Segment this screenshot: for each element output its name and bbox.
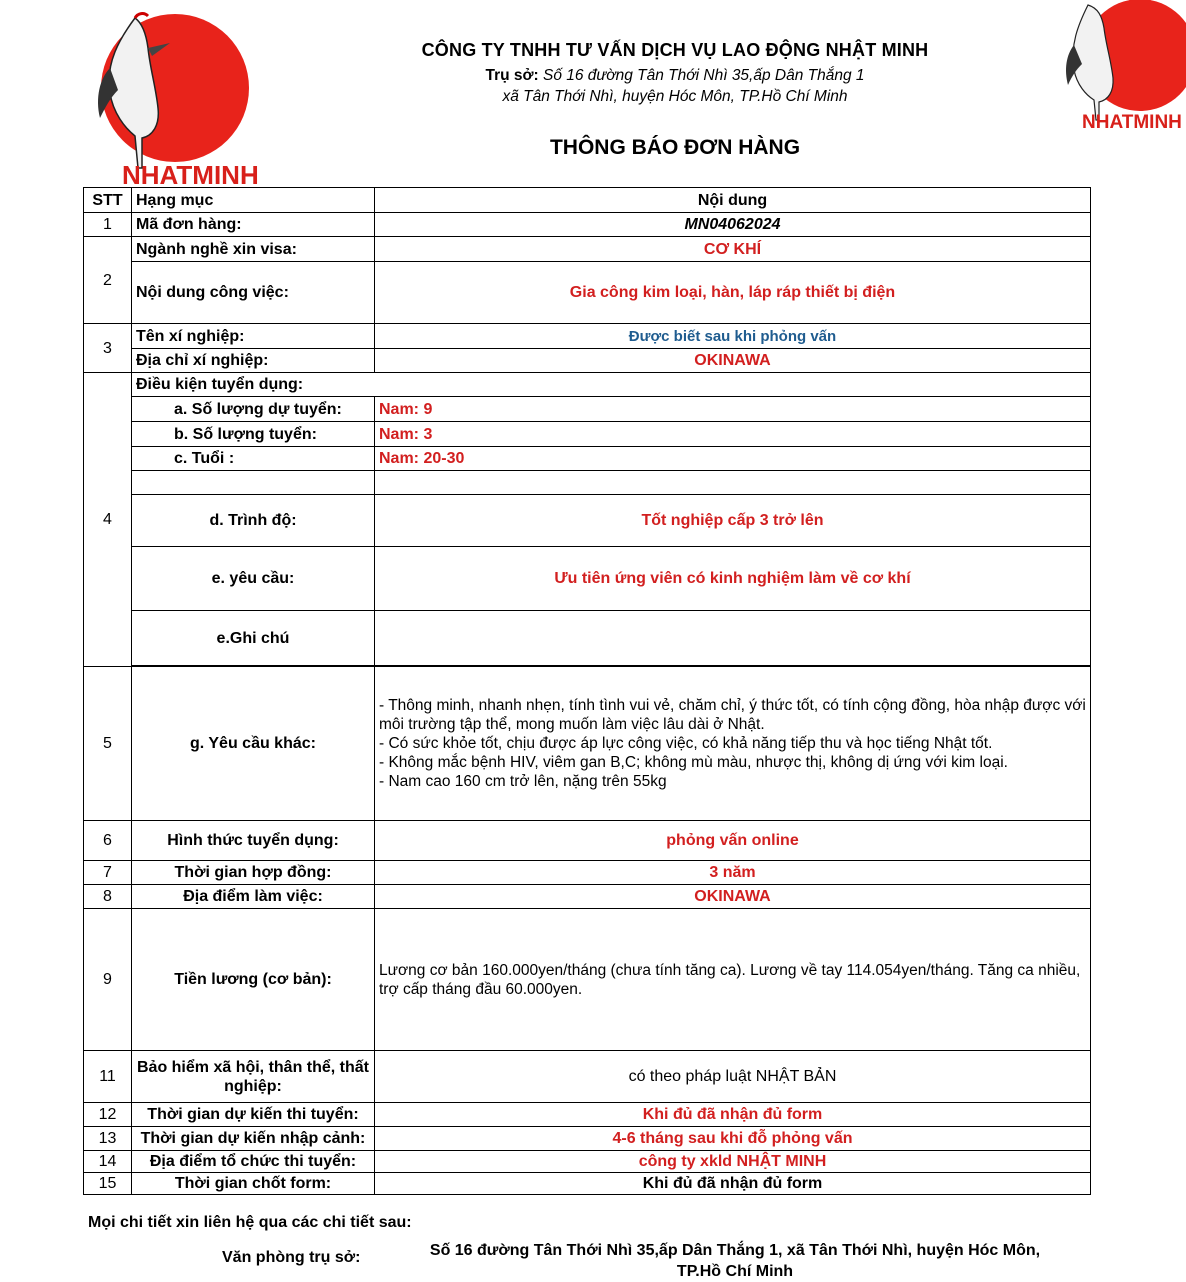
table-row (84, 1051, 1091, 1103)
table-row (84, 861, 1091, 885)
recruitment-conditions-heading: Điều kiện tuyển dụng: (132, 373, 1091, 397)
company-logo-left (80, 8, 260, 188)
table-row (84, 373, 1091, 397)
requirement-value: Ưu tiên ứng viên có kinh nghiệm làm về cơ khí (375, 547, 1091, 611)
hire-count: Nam: 3 (375, 422, 1091, 447)
row-number: 8 (84, 885, 132, 909)
row-label: Mã đơn hàng: (132, 213, 375, 237)
row-label: Hình thức tuyển dụng: (132, 821, 375, 861)
row-label: Nội dung công việc: (132, 262, 375, 324)
row-label: g. Yêu cầu khác: (132, 667, 375, 821)
row-label: Tiền lương (cơ bản): (132, 909, 375, 1051)
logo-text: NHATMINH (122, 160, 259, 188)
row-label: c. Tuổi : (132, 447, 375, 471)
table-row (84, 213, 1091, 237)
applicants-count: Nam: 9 (375, 397, 1091, 422)
row-label: b. Số lượng tuyển: (132, 422, 375, 447)
row-label: Thời gian dự kiến thi tuyển: (132, 1103, 375, 1127)
row-number: 5 (84, 667, 132, 821)
row-label: Ngành nghề xin visa: (132, 237, 375, 262)
row-label: Bảo hiểm xã hội, thân thể, thất nghiệp: (132, 1051, 375, 1103)
empty-cell (132, 471, 375, 495)
table-row (84, 667, 1091, 821)
company-address-value: OKINAWA (375, 349, 1091, 373)
row-label: Thời gian chốt form: (132, 1173, 375, 1195)
work-location: OKINAWA (375, 885, 1091, 909)
col-item-header: Hạng mục (132, 188, 375, 213)
empty-cell (375, 471, 1091, 495)
row-label: a. Số lượng dự tuyển: (132, 397, 375, 422)
contract-duration: 3 năm (375, 861, 1091, 885)
row-number: 15 (84, 1173, 132, 1195)
table-row (84, 422, 1091, 447)
age-range: Nam: 20-30 (375, 447, 1091, 471)
order-code: MN04062024 (375, 213, 1091, 237)
row-number: 14 (84, 1151, 132, 1173)
company-name-value: Được biết sau khi phỏng vấn (375, 324, 1091, 349)
row-label: Tên xí nghiệp: (132, 324, 375, 349)
exam-time: Khi đủ đã nhận đủ form (375, 1103, 1091, 1127)
document-title: THÔNG BÁO ĐƠN HÀNG (549, 136, 801, 159)
table-row (84, 262, 1091, 324)
table-row (84, 821, 1091, 861)
table-row (84, 885, 1091, 909)
company-address (300, 65, 1050, 107)
table-row (84, 1151, 1091, 1173)
row-number: 6 (84, 821, 132, 861)
address-label: Trụ sở: (485, 67, 539, 84)
letterhead (300, 40, 1050, 107)
table-row (84, 611, 1091, 666)
row-label: Địa điểm tổ chức thi tuyển: (132, 1151, 375, 1173)
row-label: Thời gian hợp đồng: (132, 861, 375, 885)
row-label: Thời gian dự kiến nhập cảnh: (132, 1127, 375, 1151)
visa-occupation: CƠ KHÍ (375, 237, 1091, 262)
requirement-line: - Không mắc bệnh HIV, viêm gan B,C; không mù màu, nhược thị, không dị ứng với kim loại. (379, 754, 1008, 771)
requirement-line: - Thông minh, nhanh nhẹn, tính tình vui vẻ, chăm chỉ, ý thức tốt, có tính cộng đồng, hòa nhập được với môi trường tập thể, mong muốn làm việc lâu dài ở Nhật. (379, 697, 1086, 733)
company-name: CÔNG TY TNHH TƯ VẤN DỊCH VỤ LAO ĐỘNG NHẬT MINH (421, 40, 929, 60)
table-row (84, 547, 1091, 611)
order-table (83, 187, 1091, 1195)
contact-heading: Mọi chi tiết xin liên hệ qua các chi tiết sau: (88, 1214, 412, 1231)
col-stt-header: STT (84, 188, 132, 213)
row-label: e. yêu cầu: (132, 547, 375, 611)
office-address (395, 1240, 1075, 1282)
other-requirements (375, 667, 1091, 821)
table-row (84, 397, 1091, 422)
insurance-value: có theo pháp luật NHẬT BẢN (375, 1051, 1091, 1103)
row-number: 2 (84, 237, 132, 324)
salary-value: Lương cơ bản 160.000yen/tháng (chưa tính tăng ca). Lương về tay 114.054yen/tháng. Tăng ca nhiều, trợ cấp tháng đầu 60.000yen. (375, 909, 1091, 1051)
logo-text-right: NHATMINH (1082, 112, 1182, 132)
table-row (84, 237, 1091, 262)
row-label: e.Ghi chú (132, 611, 375, 666)
row-number: 13 (84, 1127, 132, 1151)
row-number: 9 (84, 909, 132, 1051)
table-row (84, 447, 1091, 471)
table-row (84, 495, 1091, 547)
table-row (84, 349, 1091, 373)
row-label: Địa chỉ xí nghiệp: (132, 349, 375, 373)
exam-location: công ty xkld NHẬT MINH (375, 1151, 1091, 1173)
row-number: 11 (84, 1051, 132, 1103)
row-label: d. Trình độ: (132, 495, 375, 547)
row-number: 12 (84, 1103, 132, 1127)
col-content-header: Nội dung (375, 188, 1091, 213)
office-address-line-1: Số 16 đường Tân Thới Nhì 35,ấp Dân Thắng 1, xã Tân Thới Nhì, huyện Hóc Môn, (429, 1242, 1041, 1259)
table-row (84, 1127, 1091, 1151)
requirement-line: - Nam cao 160 cm trở lên, nặng trên 55kg (379, 773, 667, 790)
row-number: 4 (84, 373, 132, 667)
table-row (84, 1173, 1091, 1195)
requirement-line: - Có sức khỏe tốt, chịu được áp lực công việc, có khả năng tiếp thu và học tiếng Nhật tốt. (379, 735, 993, 752)
table-row (84, 324, 1091, 349)
table-header-row (84, 188, 1091, 213)
row-number: 7 (84, 861, 132, 885)
job-description: Gia công kim loại, hàn, láp ráp thiết bị điện (375, 262, 1091, 324)
form-deadline: Khi đủ đã nhận đủ form (375, 1173, 1091, 1195)
table-row (84, 909, 1091, 1051)
company-logo-right (1058, 0, 1186, 132)
office-label: Văn phòng trụ sở: (222, 1249, 361, 1266)
education-level: Tốt nghiệp cấp 3 trở lên (375, 495, 1091, 547)
office-address-line-2: TP.Hồ Chí Minh (676, 1263, 794, 1280)
table-row-empty (84, 471, 1091, 495)
recruitment-method: phỏng vấn online (375, 821, 1091, 861)
entry-time: 4-6 tháng sau khi đỗ phỏng vấn (375, 1127, 1091, 1151)
row-number: 1 (84, 213, 132, 237)
address-line-2: xã Tân Thới Nhì, huyện Hóc Môn, TP.Hồ Chí Minh (502, 88, 848, 105)
note-value (375, 611, 1091, 666)
table-row (84, 1103, 1091, 1127)
row-number: 3 (84, 324, 132, 373)
row-label: Địa điểm làm việc: (132, 885, 375, 909)
address-line-1: Số 16 đường Tân Thới Nhì 35,ấp Dân Thắng 1 (538, 67, 865, 84)
